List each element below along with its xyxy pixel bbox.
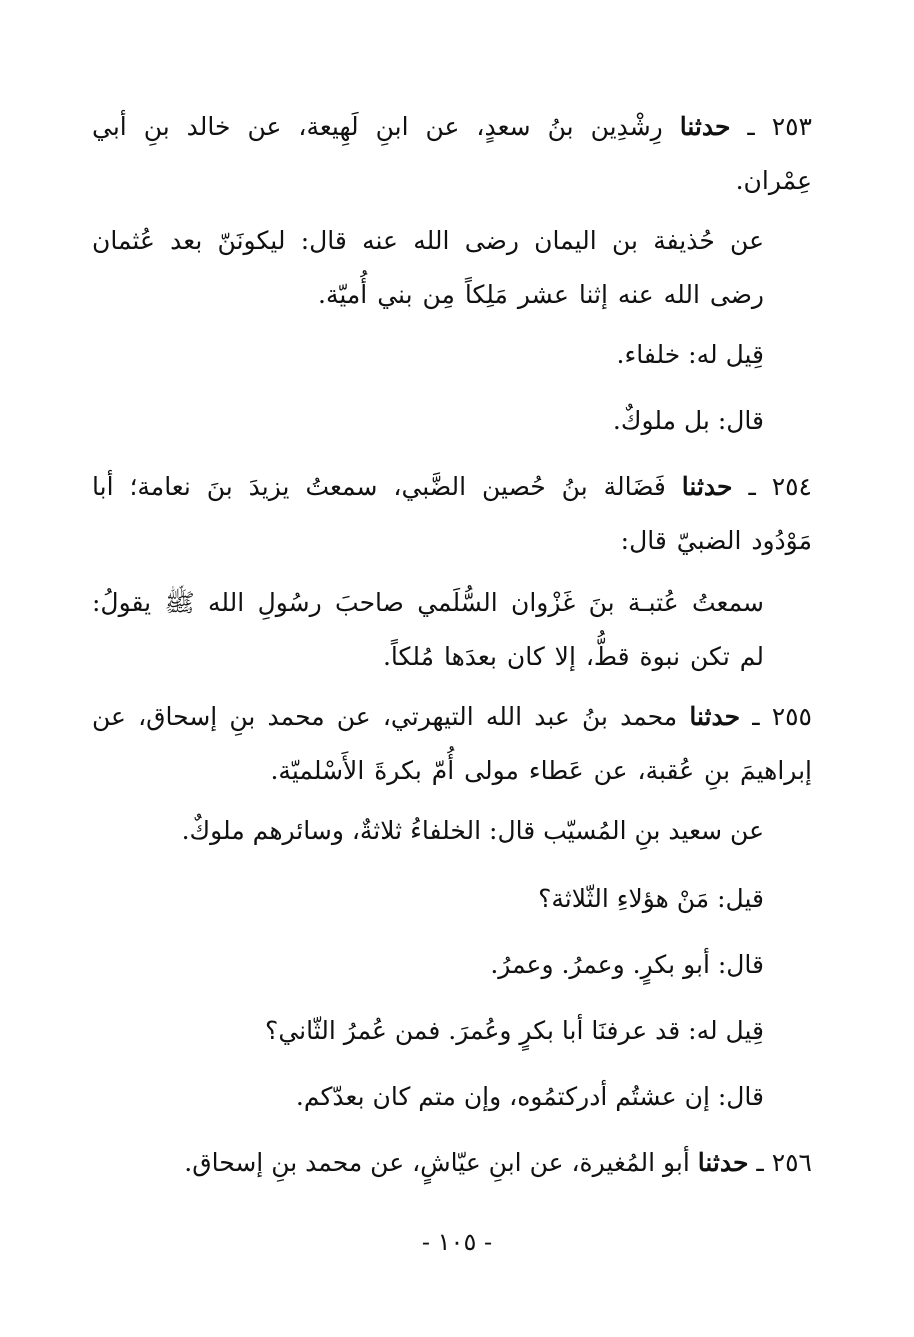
hadith-256-header bbox=[92, 1136, 812, 1190]
hadith-255-line-1: عن سعيد بنِ المُسيّب قال: الخلفاءُ ثلاثةٌ، وسائرهم ملوكٌ. bbox=[181, 816, 764, 845]
hadith-255-line-4: قِيل له: قد عرفنَا أبا بكرٍ وعُمرَ. فمن عُمرُ الثّاني؟ bbox=[265, 1016, 764, 1045]
hadith-255-header bbox=[92, 690, 812, 798]
hadith-number: ٢٥٥ bbox=[771, 702, 812, 731]
hadith-chain: أبو المُغيرة، عن ابنِ عيّاشٍ، عن محمد بنِ إسحاق. bbox=[184, 1148, 690, 1177]
hadith-254-text: سمعتُ عُتبـة بنَ غَزْوان السُّلَمي صاحبَ رسُولِ الله ﷺ يقولُ: لم تكن نبوة قطُّ، إلا كان بعدَها مُلكاً. bbox=[92, 588, 764, 671]
hadith-255-line-5: قال: إن عشتُم أدركتمُوه، وإن متم كان بعدّكم. bbox=[295, 1082, 764, 1111]
hadith-253-text: عن حُذيفة بن اليمان رضى الله عنه قال: ليكونَنّ بعد عُثمان رضى الله عنه إثنا عشر مَلِكاً مِن بني أُميّة. bbox=[92, 226, 765, 309]
hadith-253-header bbox=[92, 100, 812, 208]
hadith-keyword: حدثنا bbox=[679, 112, 731, 141]
hadith-chain: فَضَالة بنُ حُصين الضَّبي، سمعتُ يزيدَ بنَ نعامة؛ أبا مَوْدُود الضبيّ قال: bbox=[92, 472, 812, 555]
hadith-chain: محمد بنُ عبد الله التيهرتي، عن محمد بنِ إسحاق، عن إبراهيمَ بنِ عُقبة، عن عَطاء مولى أُمّ بكرةَ الأَسْلميّة. bbox=[92, 702, 812, 785]
hadith-number: ٢٥٣ bbox=[771, 112, 812, 141]
hadith-dash: ـ bbox=[752, 702, 760, 731]
hadith-number: ٢٥٤ bbox=[771, 472, 812, 501]
hadith-keyword: حدثنا bbox=[697, 1148, 749, 1177]
hadith-254-header bbox=[92, 460, 812, 568]
hadith-255-line-3: قال: أبو بكرٍ. وعمرُ. وعمرُ. bbox=[490, 950, 764, 979]
hadith-255-line-2: قيل: مَنْ هؤلاءِ الثّلاثة؟ bbox=[538, 884, 764, 913]
hadith-dash: ـ bbox=[747, 112, 755, 141]
hadith-dash: ـ bbox=[756, 1148, 764, 1177]
page-number: - ١٠٥ - bbox=[421, 1228, 493, 1256]
hadith-253-line-3: قال: بل ملوكٌ. bbox=[612, 406, 764, 435]
hadith-chain: رِشْدِين بنُ سعدٍ، عن ابنِ لَهِيعة، عن خالد بنِ أبي عِمْران. bbox=[92, 112, 812, 195]
hadith-number: ٢٥٦ bbox=[771, 1148, 812, 1177]
hadith-keyword: حدثنا bbox=[689, 702, 741, 731]
hadith-253-line-2: قِيل له: خلفاء. bbox=[616, 340, 764, 369]
hadith-dash: ـ bbox=[748, 472, 756, 501]
hadith-keyword: حدثنا bbox=[681, 472, 733, 501]
